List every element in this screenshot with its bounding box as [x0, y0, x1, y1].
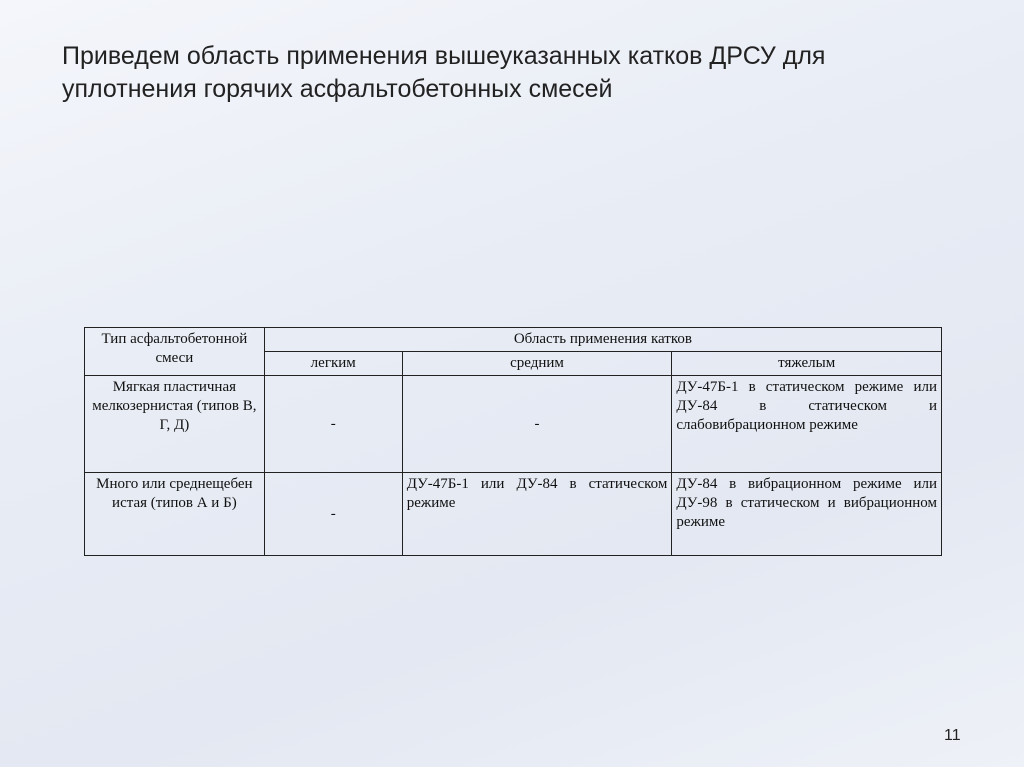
table-row — [85, 473, 942, 556]
cell-mix-type: Мягкая пластичная мелкозернистая (типов В, Г, Д) — [85, 376, 265, 473]
cell-heavy: ДУ-47Б-1 в статическом режиме или ДУ-84 в статическом и слабовибрационном режиме — [672, 376, 942, 473]
header-application-area: Область применения катков — [264, 328, 941, 352]
slide-title-line-2: уплотнения горячих асфальтобетонных смесей — [62, 75, 613, 103]
slide-title-line-1: Приведем область применения вышеуказанных катков ДРСУ для — [62, 42, 826, 70]
cell-light: - — [264, 376, 402, 473]
slide-title — [62, 40, 962, 106]
table-header-row — [85, 328, 942, 352]
cell-medium: - — [402, 376, 672, 473]
cell-heavy: ДУ-84 в вибрационном режиме или ДУ-98 в статическом и вибрационном режиме — [672, 473, 942, 556]
header-heavy: тяжелым — [672, 352, 942, 376]
cell-light: - — [264, 473, 402, 556]
table-row — [85, 376, 942, 473]
header-mix-type: Тип асфальтобетонной смеси — [85, 328, 265, 376]
page-number: 11 — [944, 727, 961, 744]
roller-application-table — [84, 327, 942, 556]
cell-mix-type: Много или среднещебен истая (типов А и Б) — [85, 473, 265, 556]
header-medium: средним — [402, 352, 672, 376]
cell-medium: ДУ-47Б-1 или ДУ-84 в статическом режиме — [402, 473, 672, 556]
header-light: легким — [264, 352, 402, 376]
